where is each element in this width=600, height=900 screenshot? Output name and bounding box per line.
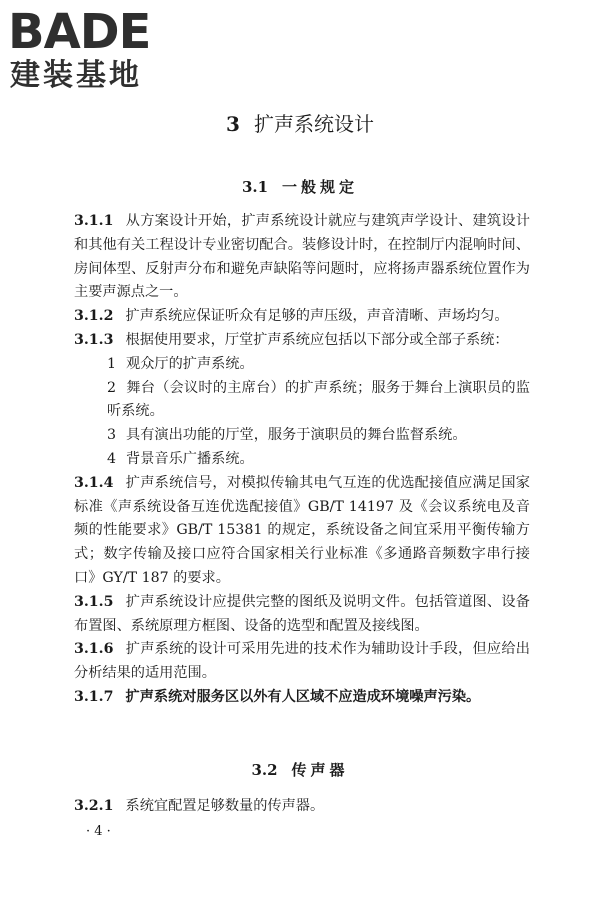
clause-3-1-6 [74,638,530,686]
section-title [0,759,600,781]
clause-number: 3.1.2 [74,308,114,325]
clause-number: 3.1.3 [74,331,114,348]
clause-number: 3.1.6 [74,641,114,658]
section-3-1-body [74,210,530,710]
section-3-2-body [74,795,530,819]
chapter-name: 扩声系统设计 [253,112,374,136]
clause-text: 根据使用要求，厅堂扩声系统应包括以下部分或全部子系统： [125,331,509,348]
clause-text: 扩声系统应保证听众有足够的声压级，声音清晰、声场均匀。 [125,308,509,325]
list-item-index: 1 [107,355,117,372]
section-name: 传声器 [291,761,349,779]
list-item-index: 2 [107,379,117,396]
section-name: 一般规定 [282,178,359,196]
list-item-text: 舞台（会议时的主席台）的扩声系统；服务于舞台上演职员的监听系统。 [107,379,530,420]
section-number: 3.1 [241,178,269,196]
clause-text: 扩声系统设计应提供完整的图纸及说明文件。包括管道图、设备布置图、系统原理方框图、设备的选型和配置及接线图。 [74,593,530,634]
list-item-text: 观众厅的扩声系统。 [126,355,254,372]
clause-number: 3.1.1 [74,213,114,229]
clause-number: 3.1.4 [74,474,114,491]
clause-number: 3.1.5 [74,593,114,610]
clause-text: 系统宜配置足够数量的传声器。 [125,798,325,814]
chapter-title [0,110,600,138]
list-item [74,353,530,377]
logo-brand: BADE [8,4,151,60]
clause-3-2-1 [74,795,530,819]
clause-number: 3.1.7 [74,688,114,705]
clause-3-1-7 [74,686,530,710]
list-item-index: 3 [107,427,117,444]
chapter-number: 3 [226,112,240,136]
clause-3-1-1 [74,210,530,305]
clause-number: 3.2.1 [74,798,114,814]
clause-text: 扩声系统的设计可采用先进的技术作为辅助设计手段，但应给出分析结果的适用范围。 [74,641,530,682]
clause-3-1-3 [74,329,530,353]
watermark-logo [6,4,186,96]
section-number: 3.2 [251,761,278,779]
list-item [74,377,530,425]
list-item-text: 具有演出功能的厅堂，服务于演职员的舞台监督系统。 [126,427,467,444]
clause-text: 扩声系统信号，对模拟传输其电气互连的优选配接值应满足国家标准《声系统设备互连优选配接值》GB/T 14197 及《会议系统电及音频的性能要求》GB/T 15381 的规定，系统设备之间宜采用平衡传输方式；数字传输及接口应符合国家相关行业标准《多通路音频数字串行接口》GY/T 187 的要求。 [74,474,530,586]
section-title [0,176,600,198]
list-item-index: 4 [107,450,117,467]
list-item [74,448,530,472]
clause-3-1-2 [74,305,530,329]
clause-text: 扩声系统对服务区以外有人区域不应造成环境噪声污染。 [125,688,481,705]
clause-3-1-4 [74,472,530,591]
list-item-text: 背景音乐广播系统。 [126,450,254,467]
page-number: · 4 · [86,824,111,839]
clause-3-1-5 [74,591,530,639]
list-item [74,424,530,448]
logo-subtitle: 建装基地 [10,58,142,93]
clause-text: 从方案设计开始，扩声系统设计就应与建筑声学设计、建筑设计和其他有关工程设计专业密切配合。装修设计时，在控制厅内混响时间、房间体型、反射声分布和避免声缺陷等问题时，应将扬声器系统位置作为主要声源点之一。 [74,213,530,301]
